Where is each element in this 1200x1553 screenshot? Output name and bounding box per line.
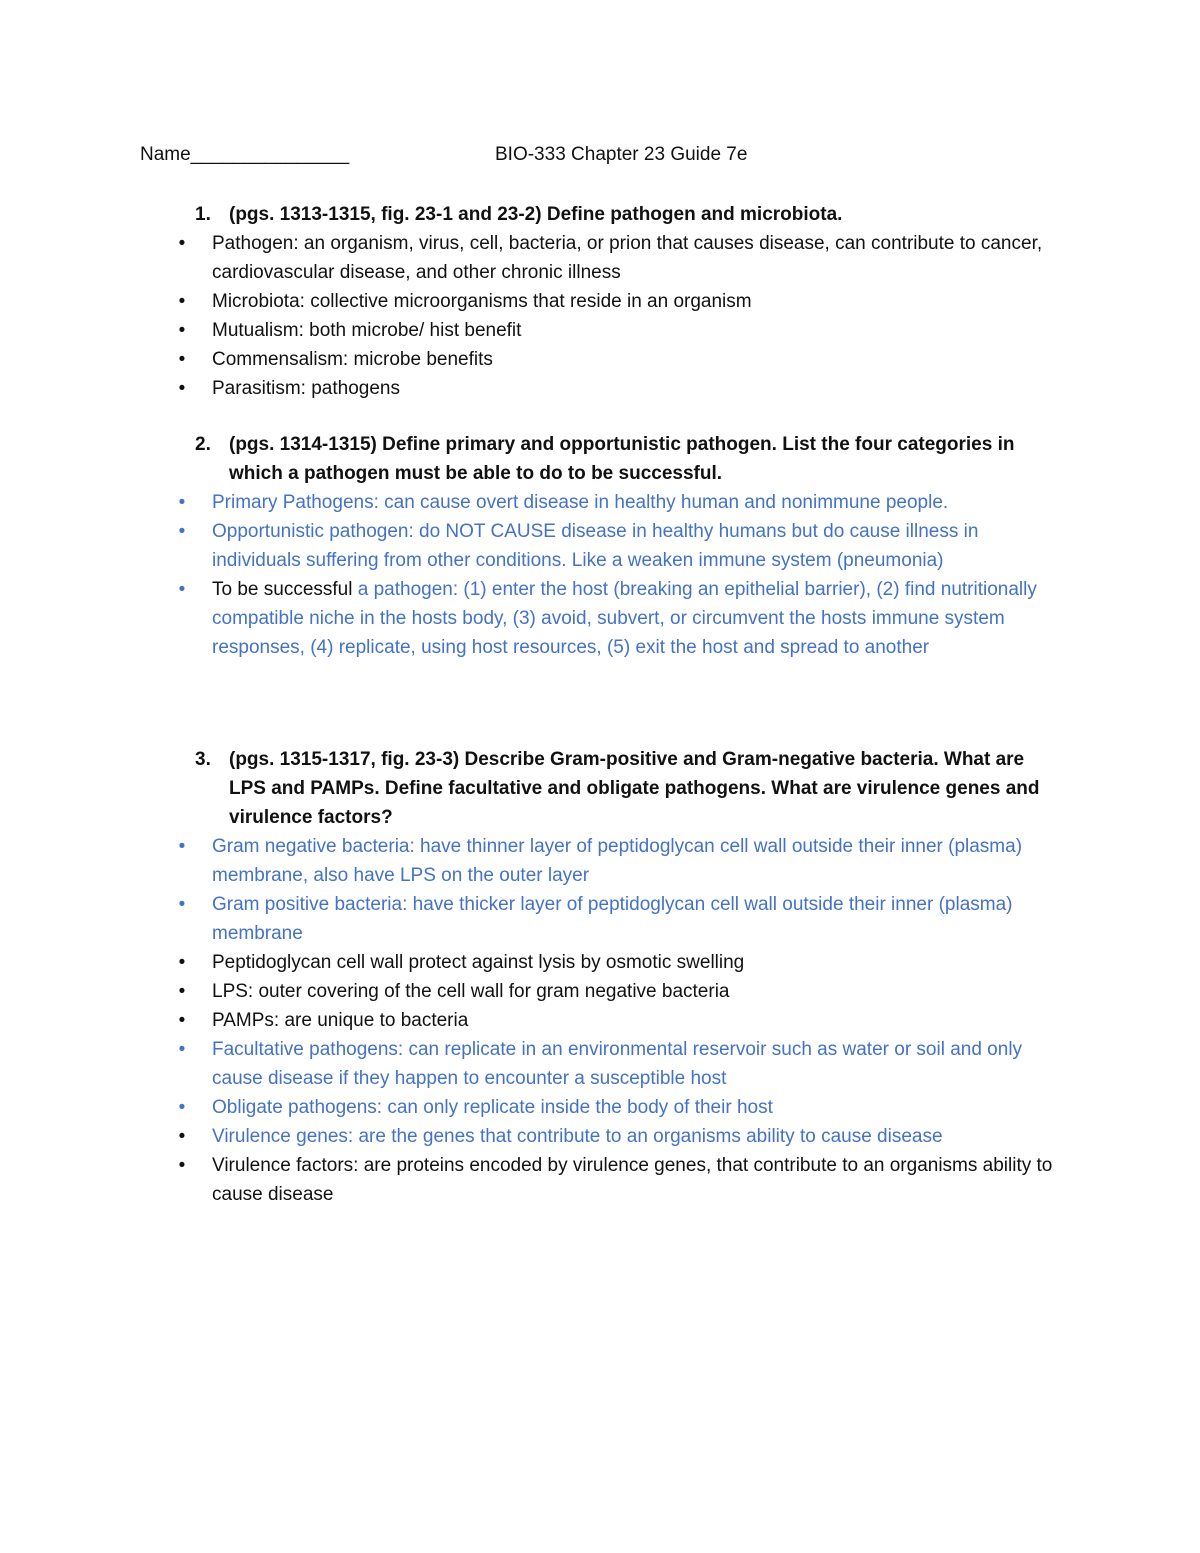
answer-list xyxy=(0,229,1200,403)
question-3 xyxy=(195,745,1065,832)
bullet-icon: • xyxy=(178,1126,186,1147)
name-field-label: Name_______________ xyxy=(140,144,350,165)
bullet-icon: • xyxy=(178,952,186,973)
list-item: • Commensalism: microbe benefits xyxy=(212,345,1062,374)
list-item: • Virulence genes: are the genes that contribute to an organisms ability to cause disease xyxy=(212,1122,1062,1151)
bullet-icon: • xyxy=(178,349,186,370)
list-item: • Mutualism: both microbe/ hist benefit xyxy=(212,316,1062,345)
question-number: 2. xyxy=(195,434,211,455)
question-text: (pgs. 1315-1317, fig. 23-3) Describe Gram-positive and Gram-negative bacteria. What are LPS and PAMPs. Define facultative and obligate pathogens. What are virulence genes and virulence factors? xyxy=(229,749,1040,828)
list-item: • To be successful a pathogen: (1) enter the host (breaking an epithelial barrier), (2) find nutritionally compatible niche in the hosts body, (3) avoid, subvert, or circumvent the hosts immune system responses, (4) replicate, using host resources, (5) exit the host and spread to another xyxy=(212,575,1062,662)
question-number: 1. xyxy=(195,204,211,225)
list-item: • Facultative pathogens: can replicate in an environmental reservoir such as water or soil and only cause disease if they happen to encounter a susceptible host xyxy=(212,1035,1062,1093)
bullet-icon: • xyxy=(178,1155,186,1176)
bullet-icon: • xyxy=(178,1039,186,1060)
question-2-section xyxy=(0,430,1200,662)
list-item: • Virulence factors: are proteins encoded by virulence genes, that contribute to an organisms ability to cause disease xyxy=(212,1151,1062,1209)
bullet-icon: • xyxy=(178,1097,186,1118)
list-item: • PAMPs: are unique to bacteria xyxy=(212,1006,1062,1035)
question-3-section xyxy=(0,745,1200,1209)
question-1-section xyxy=(0,200,1200,403)
list-item: • Peptidoglycan cell wall protect against lysis by osmotic swelling xyxy=(212,948,1062,977)
bullet-icon: • xyxy=(178,894,186,915)
list-item: • Primary Pathogens: can cause overt disease in healthy human and nonimmune people. xyxy=(212,488,1062,517)
bullet-icon: • xyxy=(178,233,186,254)
bullet-icon: • xyxy=(178,378,186,399)
bullet-icon: • xyxy=(178,579,186,600)
list-item: • Gram negative bacteria: have thinner layer of peptidoglycan cell wall outside their inner (plasma) membrane, also have LPS on the outer layer xyxy=(212,832,1062,890)
bullet-icon: • xyxy=(178,291,186,312)
document-title: BIO-333 Chapter 23 Guide 7e xyxy=(495,144,748,165)
list-item: • Parasitism: pathogens xyxy=(212,374,1062,403)
bullet-icon: • xyxy=(178,492,186,513)
question-2 xyxy=(195,430,1065,488)
bullet-icon: • xyxy=(178,521,186,542)
answer-list xyxy=(0,488,1200,662)
list-item: • Pathogen: an organism, virus, cell, bacteria, or prion that causes disease, can contribute to cancer, cardiovascular disease, and other chronic illness xyxy=(212,229,1062,287)
document-header xyxy=(140,144,1040,172)
question-number: 3. xyxy=(195,749,211,770)
list-item: • LPS: outer covering of the cell wall for gram negative bacteria xyxy=(212,977,1062,1006)
list-item: • Microbiota: collective microorganisms that reside in an organism xyxy=(212,287,1062,316)
list-item: • Gram positive bacteria: have thicker layer of peptidoglycan cell wall outside their inner (plasma) membrane xyxy=(212,890,1062,948)
answer-list xyxy=(0,832,1200,1209)
question-1 xyxy=(195,200,1065,229)
question-text: (pgs. 1313-1315, fig. 23-1 and 23-2) Define pathogen and microbiota. xyxy=(229,204,843,225)
question-text: (pgs. 1314-1315) Define primary and opportunistic pathogen. List the four categories in which a pathogen must be able to do to be successful. xyxy=(229,434,1015,484)
bullet-icon: • xyxy=(178,981,186,1002)
bullet-icon: • xyxy=(178,836,186,857)
bullet-icon: • xyxy=(178,320,186,341)
bullet-icon: • xyxy=(178,1010,186,1031)
list-item: • Obligate pathogens: can only replicate inside the body of their host xyxy=(212,1093,1062,1122)
list-item: • Opportunistic pathogen: do NOT CAUSE disease in healthy humans but do cause illness in individuals suffering from other conditions. Like a weaken immune system (pneumonia) xyxy=(212,517,1062,575)
